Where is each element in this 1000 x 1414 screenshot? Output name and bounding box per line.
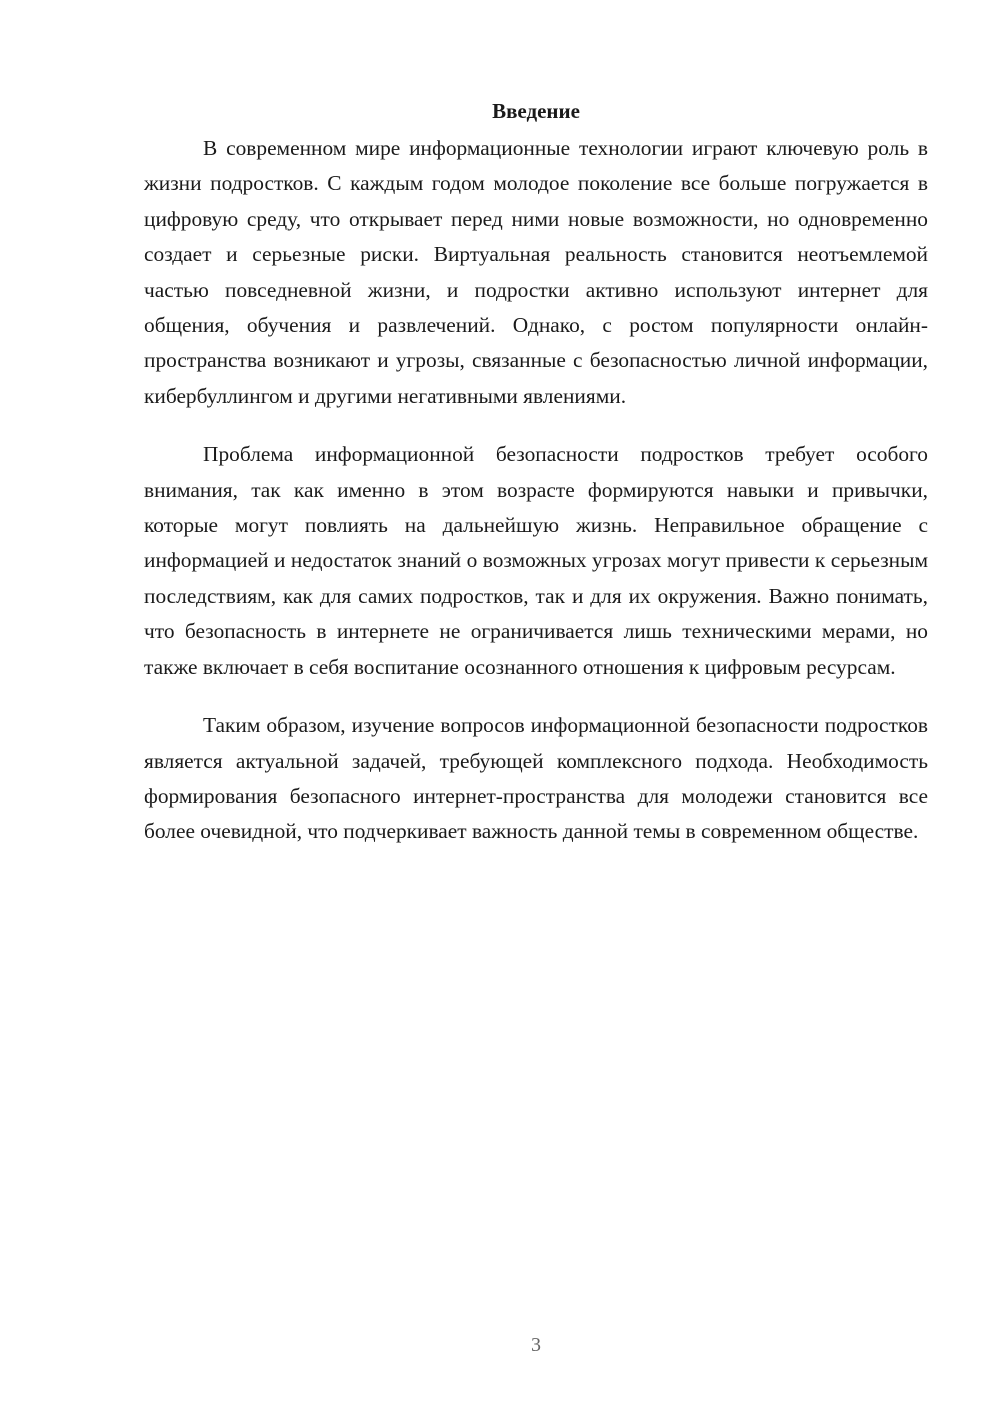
page-content (144, 96, 928, 873)
page-number: 3 (531, 1334, 541, 1356)
paragraph-problem: Проблема информационной безопасности подростков требует особого внимания, так как именно в этом возрасте формируются навыки и привычки, которые могут повлиять на дальнейшую жизнь. Неправильное обращение с информацией и недостаток знаний о возможных угрозах могут привести к серьезным последствиям, как для самих подростков, так и для их окружения. Важно понимать, что безопасность в интернете не ограничивается лишь техническими мерами, но также включает в себя воспитание осознанного отношения к цифровым ресурсам. (144, 442, 928, 679)
paragraph-intro: В современном мире информационные технологии играют ключевую роль в жизни подростков. С каждым годом молодое поколение все больше погружается в цифровую среду, что открывает перед ними новые возможности, но одновременно создает и серьезные риски. Виртуальная реальность становится неотъемлемой частью повседневной жизни, и подростки активно используют интернет для общения, обучения и развлечений. Однако, с ростом популярности онлайн-пространства возникают и угрозы, связанные с безопасностью личной информации, кибербуллингом и другими негативными явлениями. (144, 136, 928, 408)
section-heading: Введение (492, 99, 580, 123)
paragraph-conclusion: Таким образом, изучение вопросов информационной безопасности подростков является актуальной задачей, требующей комплексного подхода. Необходимость формирования безопасного интернет-пространства для молодежи становится все более очевидной, что подчеркивает важность данной темы в современном обществе. (144, 713, 928, 844)
